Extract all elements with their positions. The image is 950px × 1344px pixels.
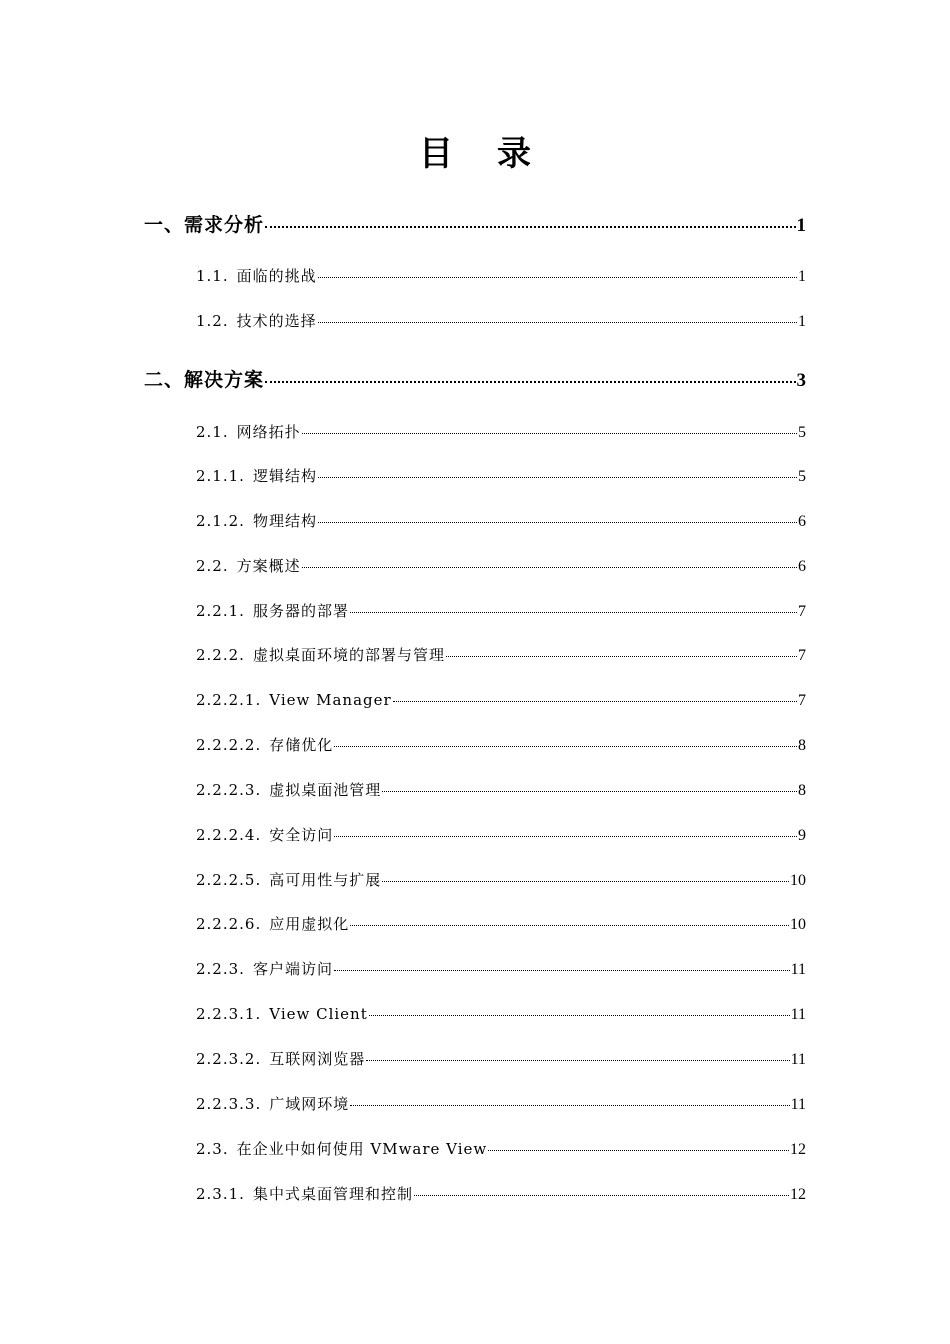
toc-section-entry[interactable]	[196, 509, 806, 533]
toc-entry-number: 2.1.2.	[196, 512, 245, 530]
toc-entry-number: 2.2.2.4.	[196, 826, 262, 844]
toc-dot-leader	[302, 429, 797, 434]
toc-section-entry[interactable]	[196, 823, 806, 847]
toc-entry-title: 面临的挑战	[236, 267, 317, 285]
toc-entry-title: View Client	[269, 1005, 368, 1023]
toc-entry-number: 2.3.1.	[196, 1185, 245, 1203]
toc-page-number: 10	[790, 872, 806, 889]
toc-page-number: 10	[790, 916, 806, 933]
toc-dot-leader	[318, 518, 797, 523]
toc-entry-number: 2.2.3.3.	[196, 1095, 262, 1113]
toc-page-number: 11	[790, 1006, 806, 1023]
toc-section-entry[interactable]	[196, 688, 806, 712]
toc-title-char-2: 录	[497, 134, 531, 174]
toc-entry-title: 高可用性与扩展	[269, 871, 382, 889]
toc-dot-leader	[334, 832, 797, 837]
toc-page-number: 1	[798, 268, 806, 285]
toc-entry-number: 2.2.	[196, 557, 229, 575]
toc-section-entry[interactable]	[196, 464, 806, 488]
toc-page-number: 5	[798, 468, 806, 485]
toc-entry-number: 2.2.3.	[196, 960, 245, 978]
toc-entry-title: 服务器的部署	[252, 602, 349, 620]
toc-entry-title: 安全访问	[269, 826, 334, 844]
toc-entry-number: 二、	[144, 369, 185, 391]
toc-page-number: 12	[790, 1141, 806, 1158]
toc-section-entry[interactable]	[196, 1182, 806, 1206]
toc-entry-number: 2.2.2.5.	[196, 871, 262, 889]
toc-entry-number: 2.2.2.2.	[196, 736, 262, 754]
toc-entry-title: 网络拓扑	[236, 423, 301, 441]
toc-page-number: 3	[796, 370, 806, 391]
toc-section-entry[interactable]	[196, 868, 806, 892]
toc-dot-leader	[369, 1011, 790, 1016]
toc-entry-number: 2.2.2.3.	[196, 781, 262, 799]
toc-chapter-entry[interactable]	[144, 211, 806, 239]
toc-page-number: 1	[798, 313, 806, 330]
toc-page-number: 7	[798, 603, 806, 620]
toc-entry-title: View Manager	[269, 691, 392, 709]
toc-page-number: 1	[796, 215, 806, 236]
toc-dot-leader	[382, 787, 797, 792]
toc-page-number: 7	[798, 647, 806, 664]
toc-dot-leader	[334, 742, 797, 747]
toc-entry-title: 应用虚拟化	[269, 915, 350, 933]
toc-entry-title: 客户端访问	[252, 960, 333, 978]
toc-page-number: 11	[790, 1096, 806, 1113]
toc-page-number: 6	[798, 558, 806, 575]
toc-section-entry[interactable]	[196, 912, 806, 936]
toc-entry-title: 技术的选择	[236, 312, 317, 330]
toc-dot-leader	[382, 877, 789, 882]
toc-dot-leader	[318, 273, 797, 278]
toc-dot-leader	[350, 1101, 789, 1106]
toc-dot-leader	[393, 697, 797, 702]
toc-page-number: 12	[790, 1186, 806, 1203]
toc-entry-number: 2.2.1.	[196, 602, 245, 620]
toc-page-number: 9	[798, 827, 806, 844]
toc-dot-leader	[350, 921, 789, 926]
toc-section-entry[interactable]	[196, 643, 806, 667]
toc-section-entry[interactable]	[196, 1047, 806, 1071]
toc-entry-title: 虚拟桌面池管理	[269, 781, 382, 799]
toc-section-entry[interactable]	[196, 1137, 806, 1161]
toc-section-entry[interactable]	[196, 778, 806, 802]
toc-page-number: 6	[798, 513, 806, 530]
toc-entry-title: 需求分析	[184, 214, 265, 236]
toc-section-entry[interactable]	[196, 1092, 806, 1116]
toc-entry-number: 2.2.2.1.	[196, 691, 262, 709]
toc-chapter-entry[interactable]	[144, 366, 806, 394]
toc-title-char-1: 目	[419, 134, 453, 174]
toc-dot-leader	[366, 1056, 789, 1061]
toc-entry-number: 2.2.2.	[196, 646, 245, 664]
toc-section-entry[interactable]	[196, 599, 806, 623]
toc-entry-title: 在企业中如何使用 VMware View	[236, 1140, 488, 1158]
toc-page-number: 11	[790, 1051, 806, 1068]
toc-dot-leader	[265, 222, 795, 228]
toc-page-number: 7	[798, 692, 806, 709]
toc-entry-title: 物理结构	[252, 512, 317, 530]
toc-entry-number: 一、	[144, 214, 185, 236]
toc-entry-title: 集中式桌面管理和控制	[252, 1185, 413, 1203]
toc-entry-title: 虚拟桌面环境的部署与管理	[252, 646, 445, 664]
toc-page-number: 11	[790, 961, 806, 978]
toc-section-entry[interactable]	[196, 1002, 806, 1026]
toc-entry-number: 1.2.	[196, 312, 229, 330]
toc-entry-title: 解决方案	[184, 369, 265, 391]
toc-page-number: 5	[798, 424, 806, 441]
toc-section-entry[interactable]	[196, 733, 806, 757]
toc-entry-number: 2.1.	[196, 423, 229, 441]
toc-dot-leader	[265, 377, 795, 383]
toc-section-entry[interactable]	[196, 420, 806, 444]
toc-entry-number: 2.1.1.	[196, 467, 245, 485]
toc-entry-number: 2.2.3.1.	[196, 1005, 262, 1023]
toc-dot-leader	[350, 608, 797, 613]
toc-entry-number: 2.2.3.2.	[196, 1050, 262, 1068]
toc-section-entry[interactable]	[196, 554, 806, 578]
toc-section-entry[interactable]	[196, 264, 806, 288]
toc-dot-leader	[302, 563, 797, 568]
toc-entry-title: 逻辑结构	[252, 467, 317, 485]
toc-entry-number: 2.3.	[196, 1140, 229, 1158]
toc-dot-leader	[318, 318, 797, 323]
toc-entry-title: 广域网环境	[269, 1095, 350, 1113]
toc-dot-leader	[446, 652, 797, 657]
toc-dot-leader	[488, 1146, 789, 1151]
toc-entry-title: 方案概述	[236, 557, 301, 575]
toc-entry-number: 1.1.	[196, 267, 229, 285]
toc-dot-leader	[414, 1191, 789, 1196]
toc-entry-title: 互联网浏览器	[269, 1050, 366, 1068]
toc-section-entry[interactable]	[196, 957, 806, 981]
toc-dot-leader	[334, 966, 790, 971]
toc-entry-title: 存储优化	[269, 736, 334, 754]
toc-dot-leader	[318, 473, 797, 478]
toc-page-number: 8	[798, 737, 806, 754]
toc-entry-number: 2.2.2.6.	[196, 915, 262, 933]
toc-section-entry[interactable]	[196, 309, 806, 333]
toc-page-number: 8	[798, 782, 806, 799]
